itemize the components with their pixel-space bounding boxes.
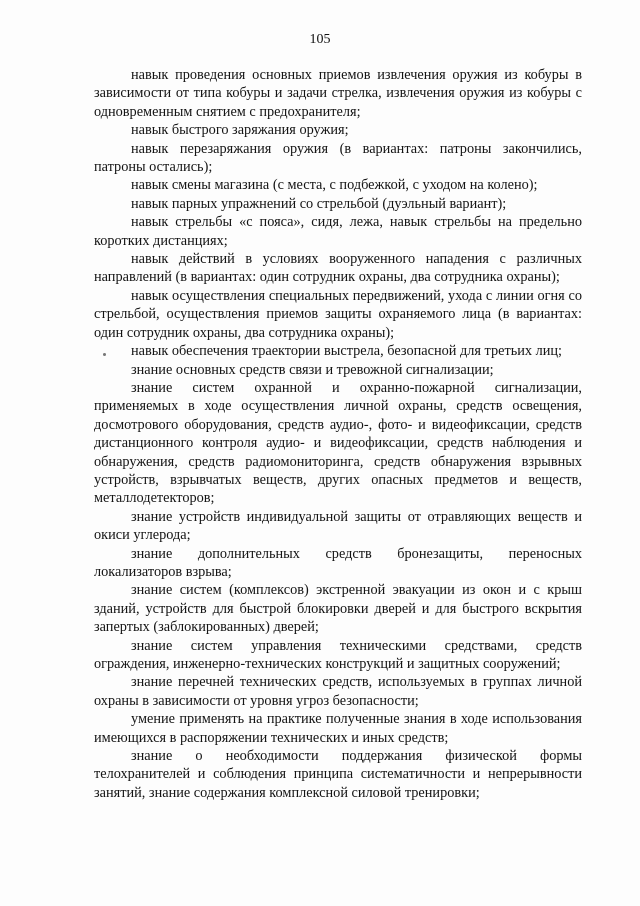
- document-body: [94, 66, 582, 802]
- paragraph: навык действий в условиях вооруженного нападения с различных направлений (в вариантах: один сотрудник охраны, два сотрудника охраны);: [94, 251, 582, 286]
- paragraph: знание систем охранной и охранно-пожарной сигнализации, применяемых в ходе осуществления личной охраны, средств освещения, досмотрового оборудования, средств аудио-, фото- и видеофиксации, средств дистанционного контроля аудио- и видеофиксации, средств наблюдения и обнаружения, средств радиомониторинга, средств обнаружения взрывных устройств, взрывчатых веществ, других опасных предметов и веществ, металлодетекторов;: [94, 379, 582, 507]
- paragraph: знание устройств индивидуальной защиты от отравляющих веществ и окиси углерода;: [94, 508, 582, 544]
- paragraph: навык быстрого заряжания оружия;: [131, 122, 349, 139]
- paragraph: навык смены магазина (с места, с подбежкой, с уходом на колено);: [131, 177, 538, 194]
- paragraph: знание систем управления техническими средствами, средств ограждения, инженерно-технических конструкций и защитных сооружений;: [94, 637, 582, 672]
- paragraph: навык проведения основных приемов извлечения оружия из кобуры в зависимости от типа кобуры и задачи стрелка, извлечения оружия из кобуры с одновременным снятием с предохранителя;: [94, 67, 582, 120]
- paragraph: знание о необходимости поддержания физической формы телохранителей и соблюдения принципа систематичности и непрерывности занятий, знание содержания комплексной силовой тренировки;: [94, 748, 582, 801]
- page-number: 105: [309, 32, 331, 47]
- paragraph: навык перезаряжания оружия (в вариантах: патроны закончились, патроны остались);: [94, 140, 582, 176]
- paragraph: навык обеспечения траектории выстрела, безопасной для третьих лиц;: [131, 343, 562, 360]
- paragraph: навык парных упражнений со стрельбой (дуэльный вариант);: [131, 195, 507, 212]
- paragraph: навык стрельбы «с пояса», сидя, лежа, навык стрельбы на предельно коротких дистанциях;: [94, 214, 582, 249]
- paragraph: знание систем (комплексов) экстренной эвакуации из окон и с крыш зданий, устройств для быстрой блокировки дверей и для быстрого вскрытия запертых (заблокированных) дверей;: [94, 582, 582, 636]
- paragraph: знание дополнительных средств бронезащиты, переносных локализаторов взрыва;: [94, 545, 582, 580]
- paragraph: умение применять на практике полученные знания в ходе использования имеющихся в распоряжении технических и иных средств;: [94, 711, 582, 746]
- paragraph: навык осуществления специальных передвижений, ухода с линии огня со стрельбой, осуществления приемов защиты охраняемого лица (в вариантах: один сотрудник охраны, два сотрудника охраны);: [94, 287, 582, 341]
- paragraph: знание основных средств связи и тревожной сигнализации;: [131, 361, 494, 378]
- paragraph: знание перечней технических средств, используемых в группах личной охраны в зависимости от уровня угроз безопасности;: [94, 674, 582, 709]
